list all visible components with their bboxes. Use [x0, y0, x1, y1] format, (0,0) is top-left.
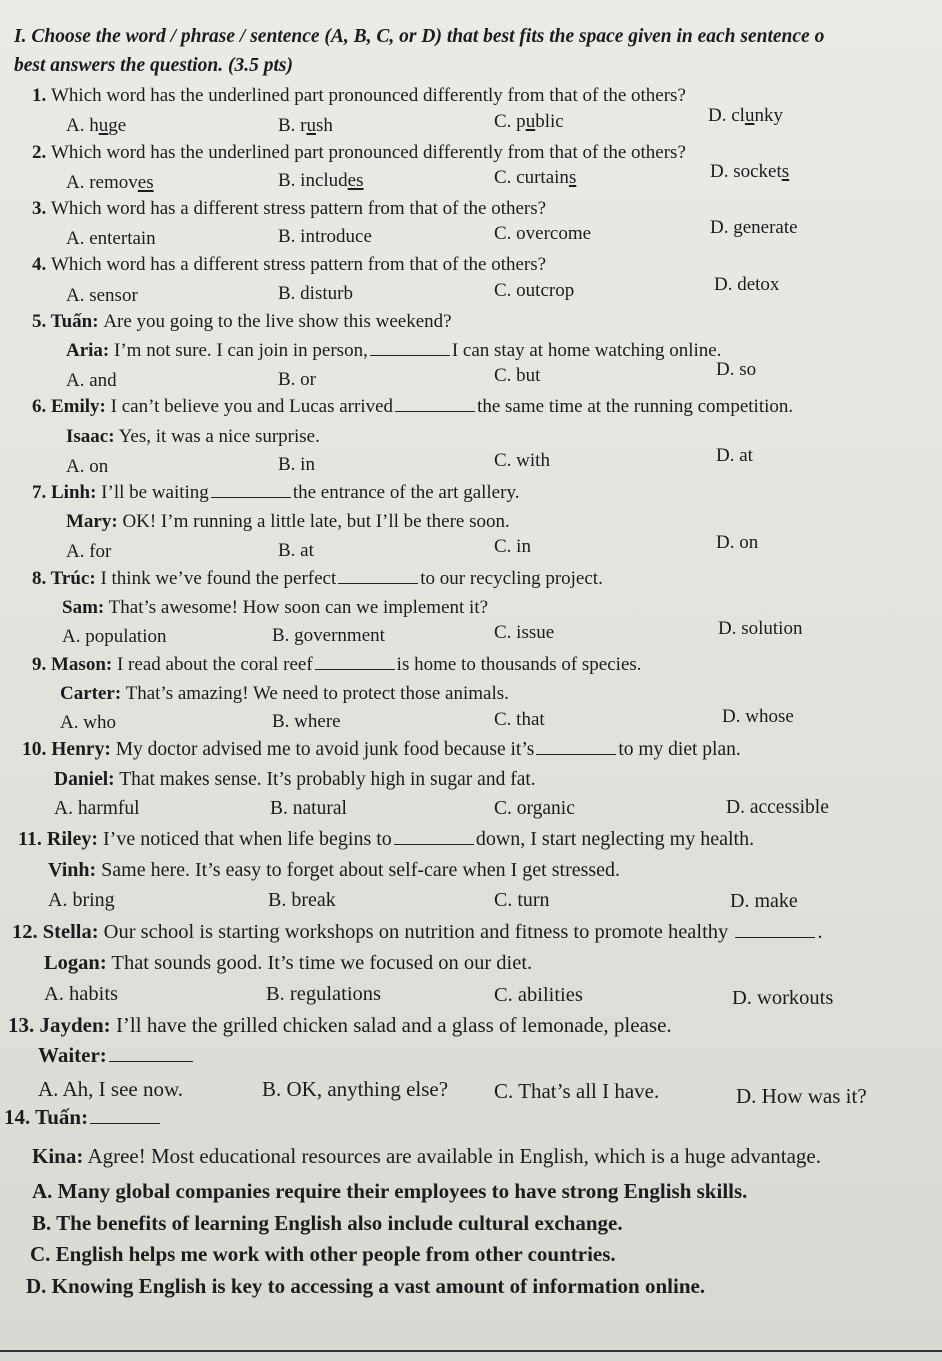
answer-blank[interactable] [536, 738, 616, 755]
q8-option-d[interactable]: D. solution [718, 618, 803, 639]
q4-option-c[interactable]: C. outcrop [494, 280, 575, 301]
q12-option-c[interactable]: C. abilities [494, 984, 583, 1006]
q8-option-b[interactable]: B. government [272, 625, 385, 646]
q10-option-c[interactable]: C. organic [494, 798, 575, 819]
q7-reply: Mary: OK! I’m running a little late, but I’ll be there soon. [66, 511, 510, 532]
answer-blank[interactable] [395, 395, 475, 412]
section-instructions [14, 22, 934, 80]
q1-option-a[interactable]: A. huge [66, 115, 127, 136]
q9-option-d[interactable]: D. whose [722, 706, 794, 727]
q2-option-a[interactable]: A. removes [66, 172, 154, 193]
q5-option-d[interactable]: D. so [716, 359, 757, 380]
q14-option-b[interactable]: B. The benefits of learning English also include cultural exchange. [32, 1211, 623, 1235]
q1-option-c[interactable]: C. public [494, 111, 564, 132]
q5-reply: Aria: I’m not sure. I can join in person, I can stay at home watching online. [66, 340, 722, 361]
q14-option-a[interactable]: A. Many global companies require their employees to have strong English skills. [32, 1179, 748, 1203]
instructions-line-1: I. Choose the word / phrase / sentence (A, B, C, or D) that best fits the space given in each sentence o [14, 26, 825, 47]
question-11: 11. Riley: I’ve noticed that when life begins to down, I start neglecting my health. [18, 828, 755, 850]
question-12: 12. Stella: Our school is starting workshops on nutrition and fitness to promote healthy . [12, 921, 823, 943]
answer-blank[interactable] [370, 339, 450, 356]
answer-blank[interactable] [338, 567, 418, 584]
q1-option-d[interactable]: D. clunky [708, 105, 783, 126]
question-4: 4. Which word has a different stress pattern from that of the others? [32, 254, 547, 275]
q5-option-c[interactable]: C. but [494, 365, 541, 386]
q10-option-b[interactable]: B. natural [270, 798, 347, 819]
answer-blank[interactable] [394, 828, 474, 845]
question-10: 10. Henry: My doctor advised me to avoid junk food because it’s to my diet plan. [22, 739, 741, 760]
q11-reply: Vinh: Same here. It’s easy to forget about self-care when I get stressed. [48, 859, 621, 881]
question-13: 13. Jayden: I’ll have the grilled chicken salad and a glass of lemonade, please. [8, 1013, 672, 1037]
q6-option-c[interactable]: C. with [494, 450, 550, 471]
answer-blank[interactable] [211, 481, 291, 498]
question-2: 2. Which word has the underlined part pronounced differently from that of the others? [32, 142, 686, 163]
question-7: 7. Linh: I’ll be waiting the entrance of the art gallery. [32, 482, 520, 503]
q3-option-c[interactable]: C. overcome [494, 223, 592, 244]
q13-option-a[interactable]: A. Ah, I see now. [38, 1077, 184, 1101]
q12-option-b[interactable]: B. regulations [266, 983, 382, 1005]
question-3: 3. Which word has a different stress pattern from that of the others? [32, 198, 547, 219]
q2-option-b[interactable]: B. includes [278, 170, 364, 191]
q13-reply: Waiter: [38, 1043, 195, 1067]
question-9: 9. Mason: I read about the coral reef is home to thousands of species. [32, 654, 642, 675]
q6-option-a[interactable]: A. on [66, 456, 109, 477]
q9-option-c[interactable]: C. that [494, 709, 545, 730]
q10-option-a[interactable]: A. harmful [54, 798, 140, 819]
q6-option-b[interactable]: B. in [278, 454, 315, 475]
answer-blank[interactable] [109, 1045, 193, 1062]
question-5: 5. Tuấn: Are you going to the live show this weekend? [32, 311, 452, 332]
q9-reply: Carter: That’s amazing! We need to protect those animals. [60, 683, 509, 704]
q11-option-a[interactable]: A. bring [48, 889, 115, 911]
q12-option-d[interactable]: D. workouts [732, 987, 834, 1009]
q6-reply: Isaac: Yes, it was a nice surprise. [66, 426, 320, 447]
q4-option-d[interactable]: D. detox [714, 274, 780, 295]
instructions-line-2: best answers the question. (3.5 pts) [14, 55, 293, 76]
question-1: 1. Which word has the underlined part pronounced differently from that of the others? [32, 85, 686, 106]
question-8: 8. Trúc: I think we’ve found the perfect to our recycling project. [32, 568, 603, 589]
question-6: 6. Emily: I can’t believe you and Lucas arrived the same time at the running competition. [32, 396, 794, 417]
q7-option-c[interactable]: C. in [494, 536, 531, 557]
answer-blank[interactable] [315, 653, 395, 670]
q14-option-d[interactable]: D. Knowing English is key to accessing a vast amount of information online. [26, 1274, 706, 1298]
q8-option-a[interactable]: A. population [62, 626, 167, 647]
q13-option-c[interactable]: C. That’s all I have. [494, 1079, 660, 1103]
q4-option-a[interactable]: A. sensor [66, 285, 138, 306]
q7-option-a[interactable]: A. for [66, 541, 112, 562]
q6-option-d[interactable]: D. at [716, 445, 753, 466]
q2-option-d[interactable]: D. sockets [710, 161, 790, 182]
question-14: 14. Tuấn: [4, 1105, 162, 1129]
q10-reply: Daniel: That makes sense. It’s probably high in sugar and fat. [54, 769, 536, 790]
q11-option-b[interactable]: B. break [268, 889, 336, 911]
q3-option-d[interactable]: D. generate [710, 217, 798, 238]
q10-option-d[interactable]: D. accessible [726, 797, 829, 818]
q4-option-b[interactable]: B. disturb [278, 283, 353, 304]
q3-option-a[interactable]: A. entertain [66, 228, 156, 249]
q14-reply: Kina: Agree! Most educational resources are available in English, which is a huge advantage. [32, 1144, 822, 1168]
q8-option-c[interactable]: C. issue [494, 622, 555, 643]
q12-reply: Logan: That sounds good. It’s time we focused on our diet. [44, 952, 533, 974]
q3-option-b[interactable]: B. introduce [278, 226, 372, 247]
q13-option-d[interactable]: D. How was it? [736, 1084, 867, 1108]
q9-option-a[interactable]: A. who [60, 712, 116, 733]
q1-option-b[interactable]: B. rush [278, 115, 333, 136]
page-bottom-rule [0, 1350, 942, 1352]
q7-option-b[interactable]: B. at [278, 540, 314, 561]
q12-option-a[interactable]: A. habits [44, 983, 119, 1005]
q9-option-b[interactable]: B. where [272, 711, 341, 732]
q8-reply: Sam: That’s awesome! How soon can we implement it? [62, 597, 489, 618]
q14-option-c[interactable]: C. English helps me work with other people from other countries. [30, 1242, 616, 1266]
q5-option-b[interactable]: B. or [278, 369, 316, 390]
q7-option-d[interactable]: D. on [716, 532, 759, 553]
answer-blank[interactable] [90, 1107, 160, 1124]
q11-option-d[interactable]: D. make [730, 890, 798, 912]
answer-blank[interactable] [735, 921, 815, 938]
q13-option-b[interactable]: B. OK, anything else? [262, 1077, 449, 1101]
q5-option-a[interactable]: A. and [66, 370, 117, 391]
q11-option-c[interactable]: C. turn [494, 889, 550, 911]
q2-option-c[interactable]: C. curtains [494, 167, 577, 188]
